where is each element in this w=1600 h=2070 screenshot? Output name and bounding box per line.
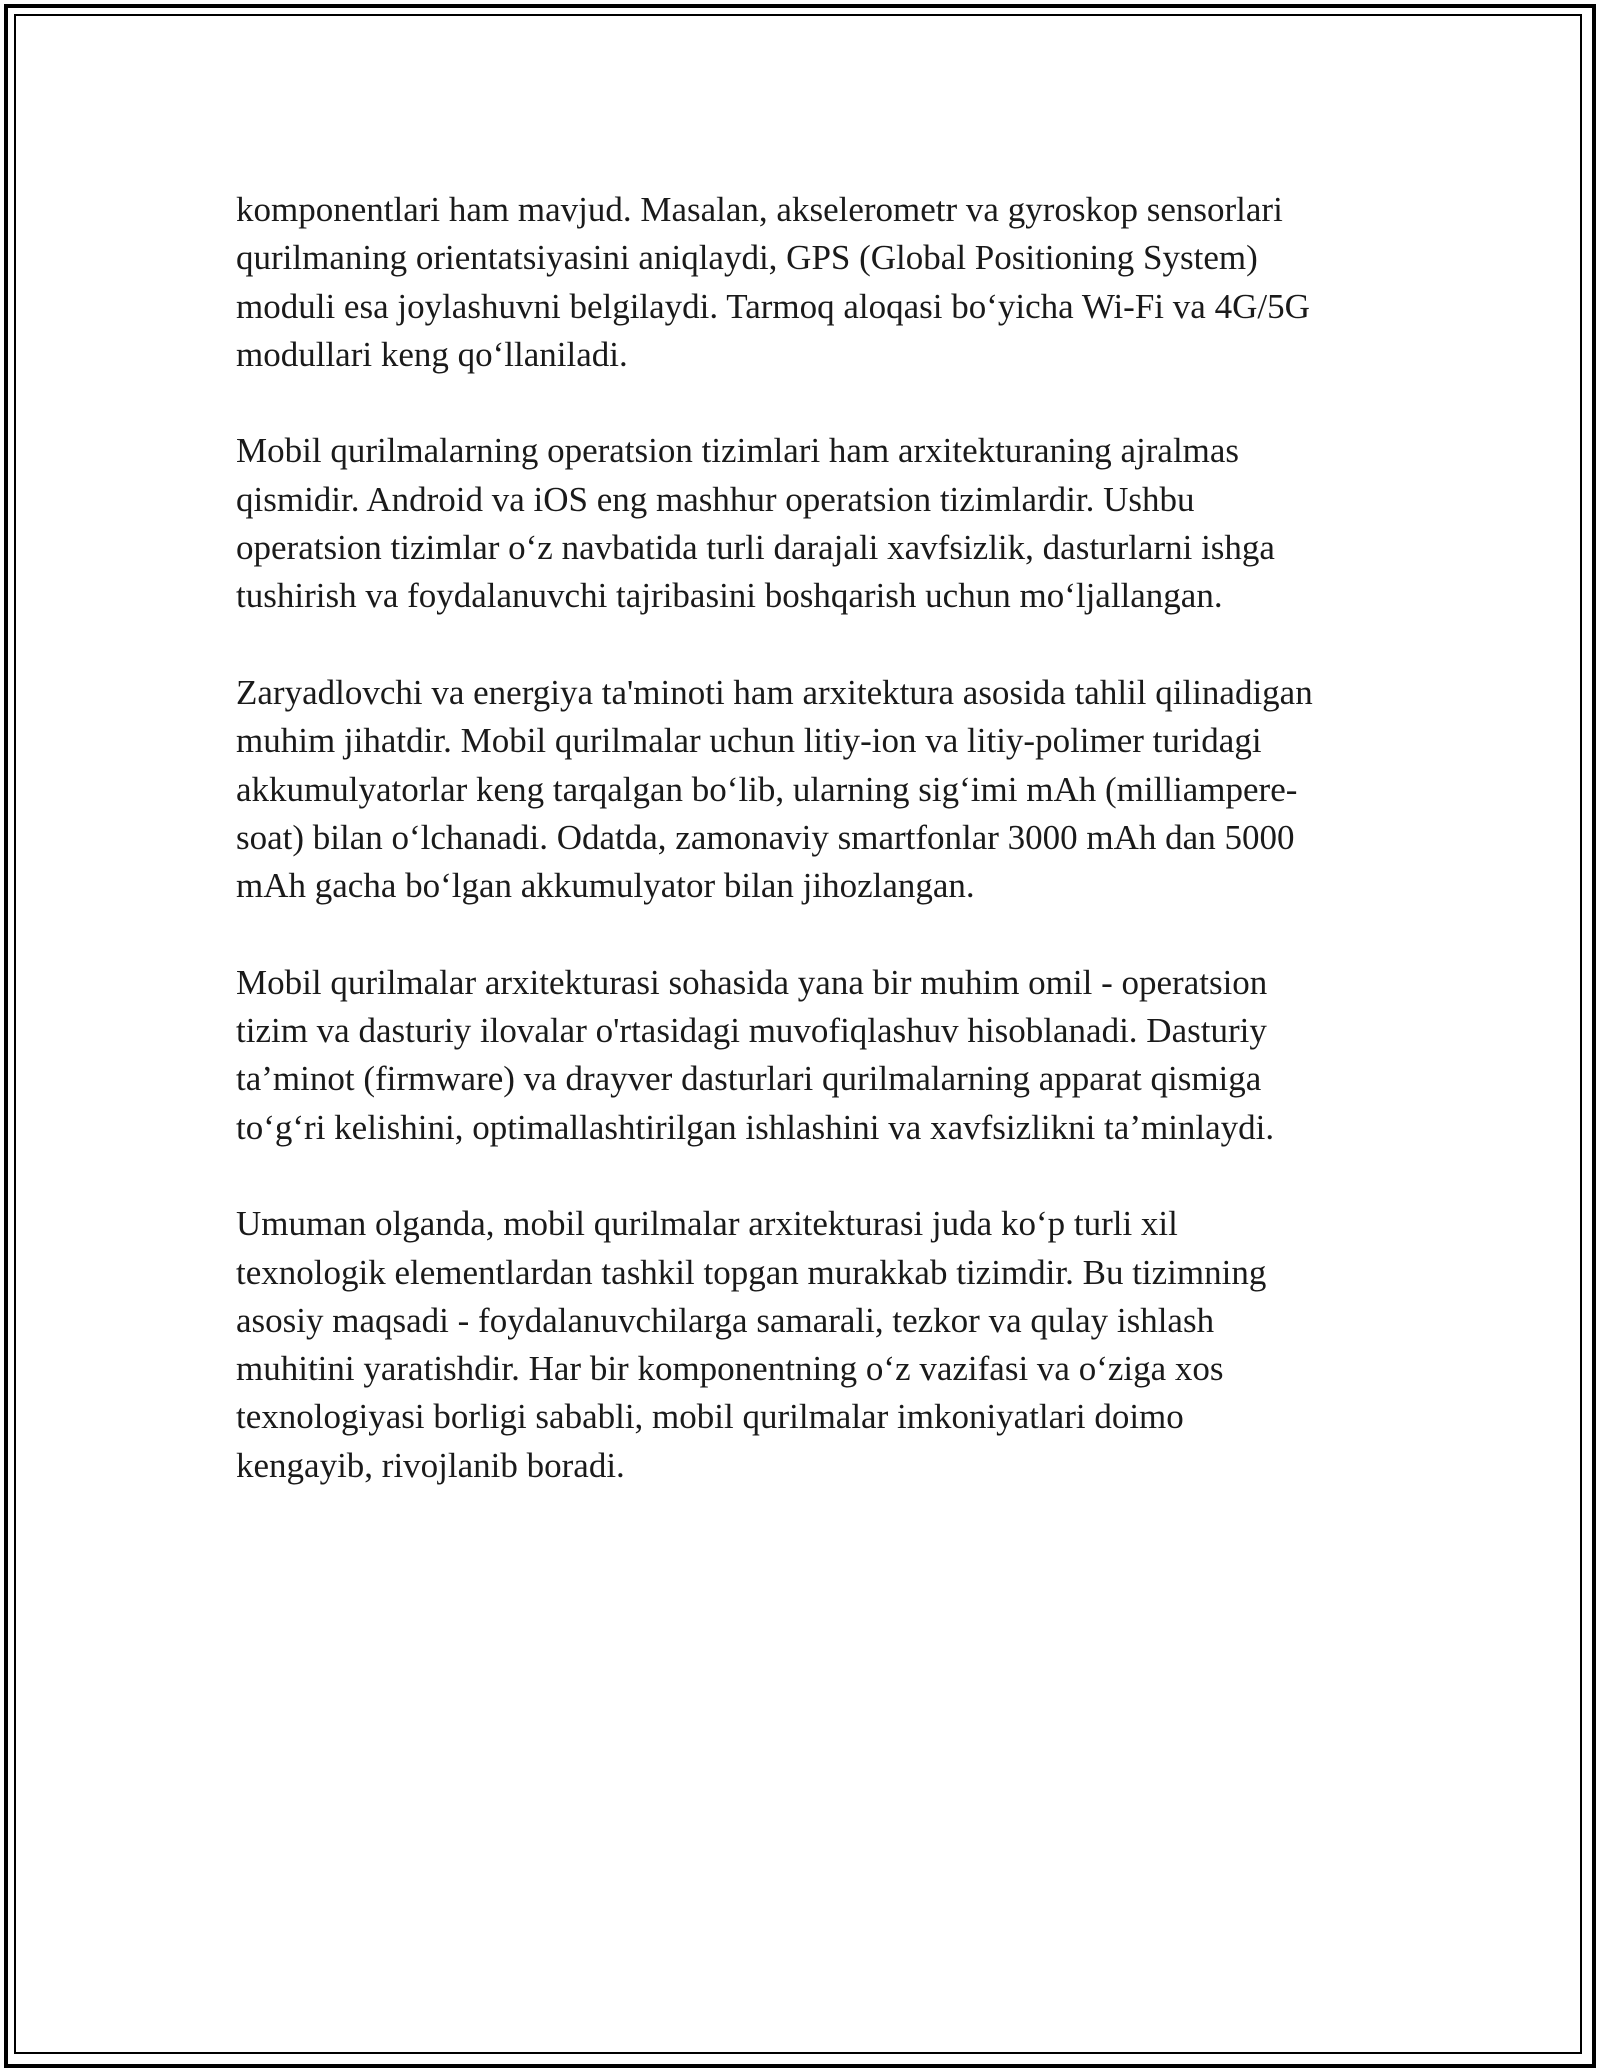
paragraph-power-battery: Zaryadlovchi va energiya ta'minoti ham arxitektura asosida tahlil qilinadigan muhim jihatdir. Mobil qurilmalar uchun litiy-ion va litiy-polimer turidagi akkumulyatorlar keng tarqalgan bo‘lib, ularning sig‘imi mAh (milliampere- soat) bilan o‘lchanadi. Odatda, zamonaviy smartfonlar 3000 mAh dan 5000 mAh gacha bo‘lgan akkumulyator bilan jihozlangan. <box>236 672 1313 906</box>
paragraph-sensors-connectivity: komponentlari ham mavjud. Masalan, akselerometr va gyroskop sensorlari qurilmaning orientatsiyasini aniqlaydi, GPS (Global Positioning System) moduli esa joylashuvni belgilaydi. Tarmoq aloqasi bo‘yicha Wi-Fi va 4G/5G modullari keng qo‘llaniladi. <box>236 190 1310 374</box>
paragraph-firmware-drivers: Mobil qurilmalar arxitekturasi sohasida yana bir muhim omil - operatsion tizim va dasturiy ilovalar o'rtasidagi muvofiqlashuv hisoblanadi. Dasturiy ta’minot (firmware) va drayver dasturlari qurilmalarning apparat qismiga to‘g‘ri kelishini, optimallashtirilgan ishlashini va xavfsizlikni ta’minlaydi. <box>236 962 1275 1147</box>
document-body <box>236 186 1376 1538</box>
paragraph-conclusion: Umuman olganda, mobil qurilmalar arxitekturasi juda ko‘p turli xil texnologik elementlardan tashkil topgan murakkab tizimdir. Bu tizimning asosiy maqsadi - foydalanuvchilarga samarali, tezkor va qulay ishlash muhitini yaratishdir. Har bir komponentning o‘z vazifasi va o‘ziga xos texnologiyasi borligi sababli, mobil qurilmalar imkoniyatlari doimo kengayib, rivojlanib boradi. <box>236 1204 1267 1485</box>
paragraph-operating-systems: Mobil qurilmalarning operatsion tizimlari ham arxitekturaning ajralmas qismidir. Android va iOS eng mashhur operatsion tizimlardir. Ushbu operatsion tizimlar o‘z navbatida turli darajali xavfsizlik, dasturlarni ishga tushirish va foydalanuvchi tajribasini boshqarish uchun mo‘ljallangan. <box>236 431 1275 616</box>
